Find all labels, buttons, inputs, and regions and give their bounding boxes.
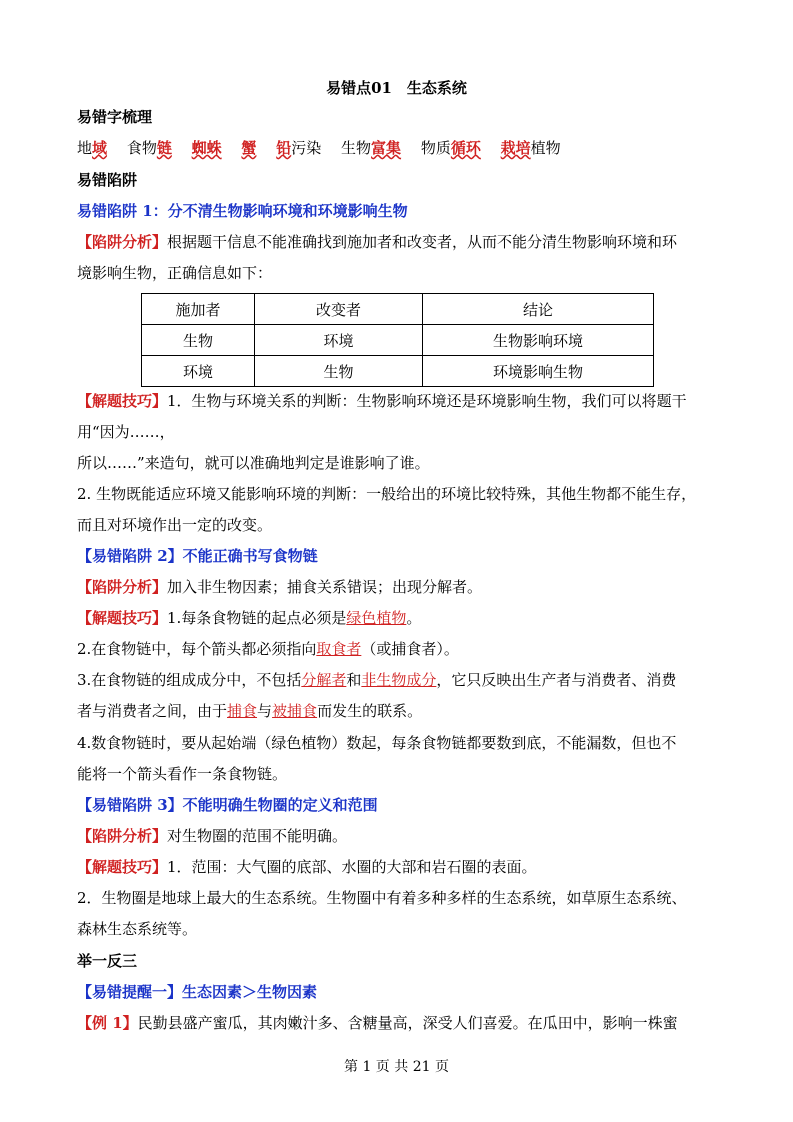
reminder1-heading: 【易错提醒一】生态因素＞生物因素 — [77, 983, 318, 1001]
example1-line: 【例 1】民勤县盛产蜜瓜，其肉嫩汁多、含糖量高，深受人们喜爱。在瓜田中，影响一株蜜 — [77, 1014, 678, 1032]
trap3-analysis: 【陷阱分析】对生物圈的范围不能明确。 — [77, 827, 348, 845]
table-header-cell: 施加者 — [142, 294, 255, 325]
table-cell: 环境 — [142, 356, 255, 387]
section-heading-traps: 易错陷阱 — [77, 171, 138, 189]
trap1-tips-line4: 2. 生物既能适应环境又能影响环境的判断：一般给出的环境比较特殊，其他生物都不能生存， — [77, 485, 697, 503]
trap2-tips-line4: 者与消费者之间，由于捕食与被捕食而发生的联系。 — [77, 702, 423, 720]
trap3-tips-line2: 2．生物圈是地球上最大的生态系统。生物圈中有着多种多样的生态系统，如草原生态系统、 — [77, 889, 687, 907]
trap1-tips-line3: 所以……”来造句，就可以准确地判定是谁影响了谁。 — [77, 454, 430, 472]
table-header-cell: 结论 — [423, 294, 654, 325]
trap2-heading: 【易错陷阱 2】不能正确书写食物链 — [77, 547, 318, 565]
table-row — [142, 325, 654, 356]
table-cell: 生物影响环境 — [423, 325, 654, 356]
trap1-tips-line1: 【解题技巧】1．生物与环境关系的判断：生物影响环境还是环境影响生物，我们可以将题干 — [77, 392, 687, 410]
table-cell: 环境影响生物 — [423, 356, 654, 387]
table-header-row — [142, 294, 654, 325]
relationship-table — [141, 293, 654, 387]
trap1-tips-line2: 用“因为……， — [77, 423, 175, 441]
section-heading-practice: 举一反三 — [77, 952, 138, 970]
page-title: 易错点01 生态系统 — [326, 79, 467, 97]
table-cell: 生物 — [255, 356, 423, 387]
table-cell: 生物 — [142, 325, 255, 356]
trap1-analysis-line1: 【陷阱分析】根据题干信息不能准确找到施加者和改变者，从而不能分清生物影响环境和环 — [77, 233, 678, 251]
page-footer: 第 1 页 共 21 页 — [344, 1059, 449, 1075]
table-row — [142, 356, 654, 387]
trap3-heading: 【易错陷阱 3】不能明确生物圈的定义和范围 — [77, 796, 378, 814]
trap1-analysis-line2: 境影响生物，正确信息如下： — [77, 264, 273, 282]
trap2-tips-line2: 2.在食物链中，每个箭头都必须指向取食者（或捕食者）。 — [77, 640, 459, 658]
trap2-tips-line1: 【解题技巧】1.每条食物链的起点必须是绿色植物。 — [77, 609, 422, 627]
trap1-heading: 易错陷阱 1：分不清生物影响环境和环境影响生物 — [77, 202, 408, 220]
table-cell: 环境 — [255, 325, 423, 356]
trap3-tips-line1: 【解题技巧】1．范围：大气圈的底部、水圈的大部和岩石圈的表面。 — [77, 858, 537, 876]
trap2-tips-line3: 3.在食物链的组成成分中，不包括分解者和非生物成分，它只反映出生产者与消费者、消费 — [77, 671, 677, 689]
trap2-analysis: 【陷阱分析】加入非生物因素；捕食关系错误；出现分解者。 — [77, 578, 483, 596]
section-heading-typos: 易错字梳理 — [77, 108, 153, 126]
trap1-tips-line5: 而且对环境作出一定的改变。 — [77, 516, 273, 534]
trap2-tips-line6: 能将一个箭头看作一条食物链。 — [77, 765, 288, 783]
typo-words-line: 地域 食物链 蜘蛛 蟹 铅污染 生物富集 物质循环 栽培植物 — [77, 139, 561, 157]
table-header-cell: 改变者 — [255, 294, 423, 325]
trap2-tips-line5: 4.数食物链时，要从起始端（绿色植物）数起，每条食物链都要数到底，不能漏数，但也不 — [77, 734, 677, 752]
trap3-tips-line3: 森林生态系统等。 — [77, 920, 198, 938]
